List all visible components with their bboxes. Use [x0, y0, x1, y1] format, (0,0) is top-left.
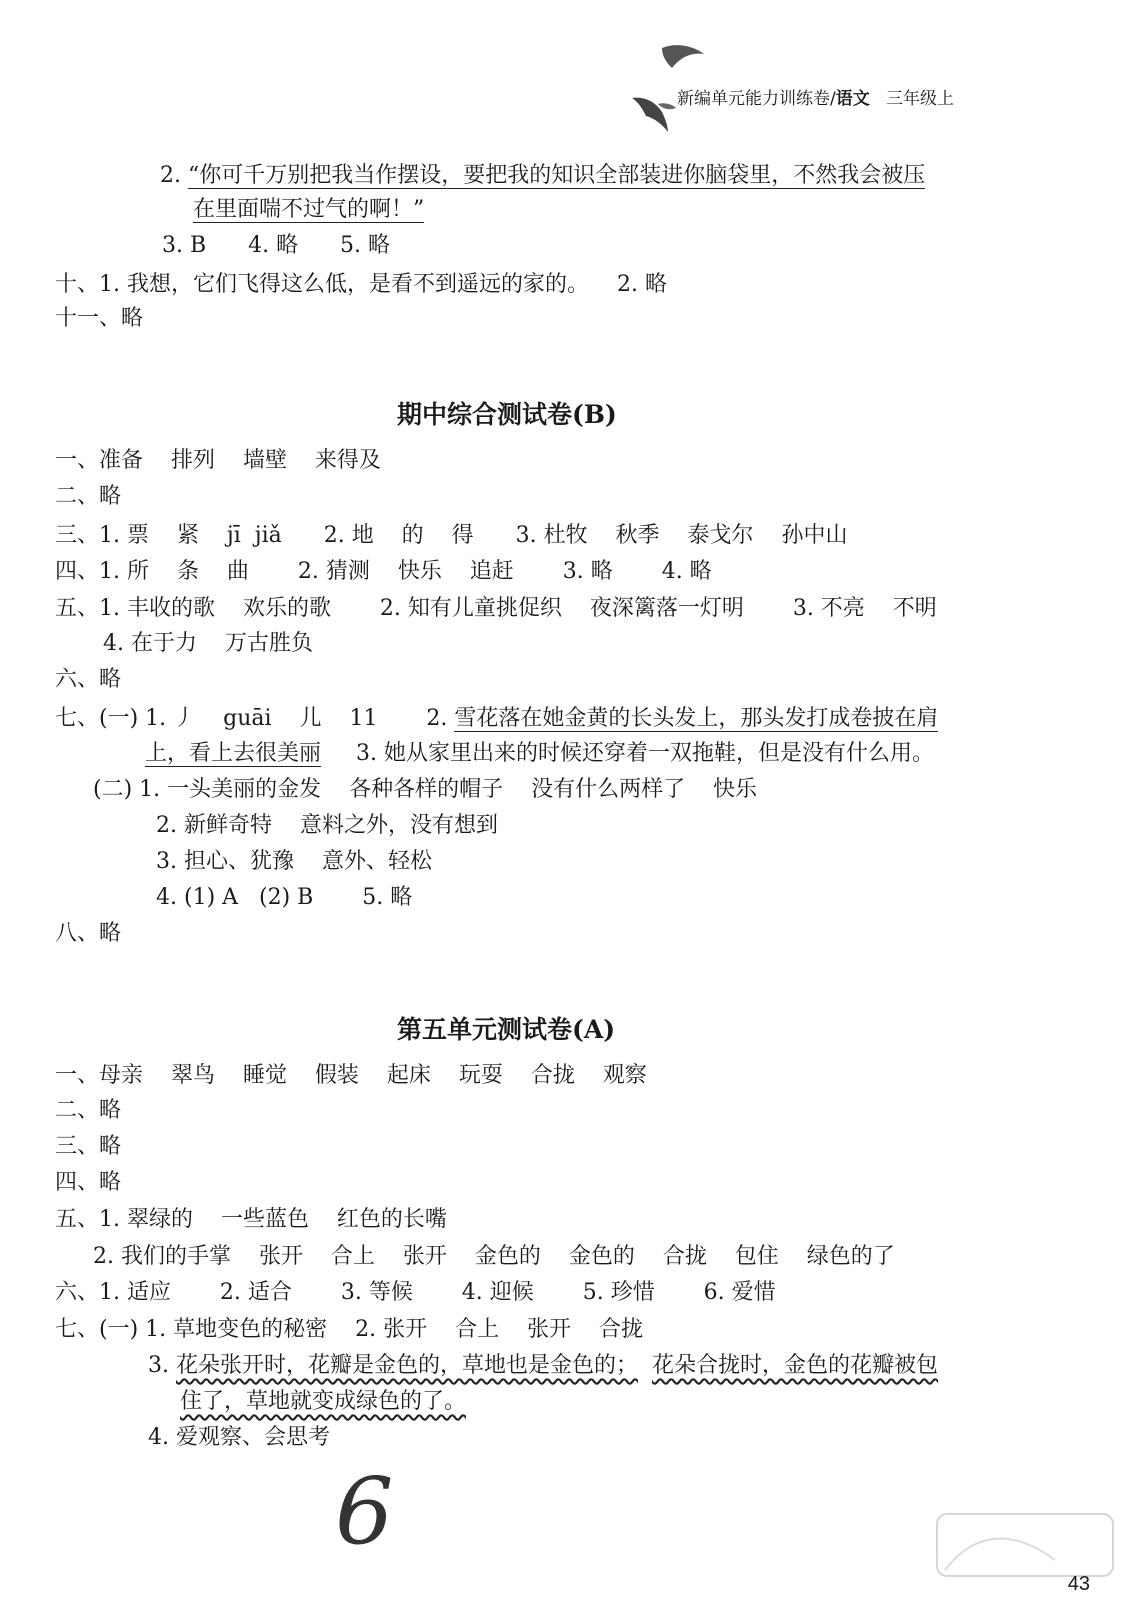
- b-q7b-3: 3. 担心、犹豫 意外、轻松: [156, 849, 432, 874]
- a-q4: 四、略: [55, 1170, 122, 1195]
- b-q7-line2: [145, 740, 934, 768]
- header: [677, 84, 954, 109]
- b-q7-line1: [55, 705, 938, 733]
- b-q5-line2: 4. 在于力 万古胜负: [103, 631, 313, 656]
- section-title-unit5-a: 第五单元测试卷(A): [397, 1015, 616, 1044]
- b-q1: 一、准备 排列 墙壁 来得及: [55, 448, 381, 473]
- answer-number: 2.: [160, 163, 181, 188]
- a-q6: 六、1. 适应 2. 适合 3. 等候 4. 迎候 5. 珍惜 6. 爱惜: [55, 1280, 776, 1305]
- answer-10-1: 十、1. 我想，它们飞得这么低，是看不到遥远的家的。: [55, 272, 589, 297]
- b-q2: 二、略: [55, 484, 122, 509]
- section-title-midterm-b: 期中综合测试卷(B): [397, 400, 617, 429]
- header-grade: 三年级上: [885, 89, 954, 109]
- answer-3-5: 3. B 4. 略 5. 略: [162, 233, 391, 258]
- wavy-underlined-answer: 花朵张开时，花瓣是金色的，草地也是金色的；: [176, 1353, 639, 1378]
- header-subject: 语文: [835, 89, 870, 109]
- a-q7-1: 七、(一) 1. 草地变色的秘密 2. 张开 合上 张开 合拢: [55, 1317, 644, 1342]
- b-q7b-1: (二) 1. 一头美丽的金发 各种各样的帽子 没有什么两样了 快乐: [93, 777, 758, 802]
- a-q3: 三、略: [55, 1134, 122, 1159]
- underlined-answer: 雪花落在她金黄的长头发上，那头发打成卷披在肩: [454, 706, 939, 731]
- underlined-answer: 在里面喘不过气的啊！”: [193, 197, 425, 222]
- underlined-answer: 上，看上去很美丽: [145, 741, 322, 766]
- wavy-underlined-answer: 花朵合拢时，金色的花瓣被包: [652, 1353, 939, 1378]
- b-q4: 四、1. 所 条 曲 2. 猜测 快乐 追赶 3. 略 4. 略: [55, 559, 712, 584]
- handwritten-mark: 6: [335, 1458, 394, 1565]
- wavy-underlined-answer: 住了，草地就变成绿色的了。: [180, 1389, 467, 1414]
- b-q5-line1: 五、1. 丰收的歌 欢乐的歌 2. 知有儿童挑促织 夜深篱落一灯明 3. 不亮 不明: [55, 596, 937, 621]
- answer-2-line1: [160, 162, 925, 190]
- underlined-answer: “你可千万别把我当作摆设，要把我的知识全部装进你脑袋里，不然我会被压: [188, 163, 926, 188]
- a-q5-line2: 2. 我们的手掌 张开 合上 张开 金色的 金色的 合拢 包住 绿色的了: [93, 1244, 895, 1269]
- header-series: 新编单元能力训练卷: [677, 89, 830, 109]
- b-q7-3: 3. 她从家里出来的时候还穿着一双拖鞋，但是没有什么用。: [321, 741, 934, 766]
- a-q7-3-line2: [180, 1388, 466, 1416]
- b-q8: 八、略: [55, 921, 122, 946]
- a-q1: 一、母亲 翠鸟 睡觉 假装 起床 玩耍 合拢 观察: [55, 1063, 647, 1088]
- watermark-logo-icon: [935, 1510, 1115, 1580]
- b-q7b-4: 4. (1) A (2) B 5. 略: [156, 885, 413, 910]
- a-q2: 二、略: [55, 1098, 122, 1123]
- a-q7-4: 4. 爱观察、会思考: [148, 1425, 330, 1450]
- a-q7-3-line1: [148, 1352, 938, 1380]
- header-separator: /: [830, 89, 836, 109]
- a-q5-line1: 五、1. 翠绿的 一些蓝色 红色的长嘴: [55, 1207, 447, 1232]
- answer-10: [55, 271, 667, 299]
- page-number: 43: [1067, 1573, 1090, 1595]
- b-q3: 三、1. 票 紧 jī jiǎ 2. 地 的 得 3. 杜牧 秋季 泰戈尔 孙中山: [55, 523, 848, 548]
- b-q7-lead: 七、(一) 1. 丿 guāi 儿 11 2.: [55, 706, 448, 731]
- answer-11: 十一、略: [55, 306, 144, 331]
- answer-10-2: 2. 略: [616, 272, 667, 297]
- answer-number: 3.: [148, 1353, 169, 1378]
- answer-2-line2: [193, 196, 424, 224]
- b-q7b-2: 2. 新鲜奇特 意料之外，没有想到: [156, 813, 498, 838]
- b-q6: 六、略: [55, 667, 122, 692]
